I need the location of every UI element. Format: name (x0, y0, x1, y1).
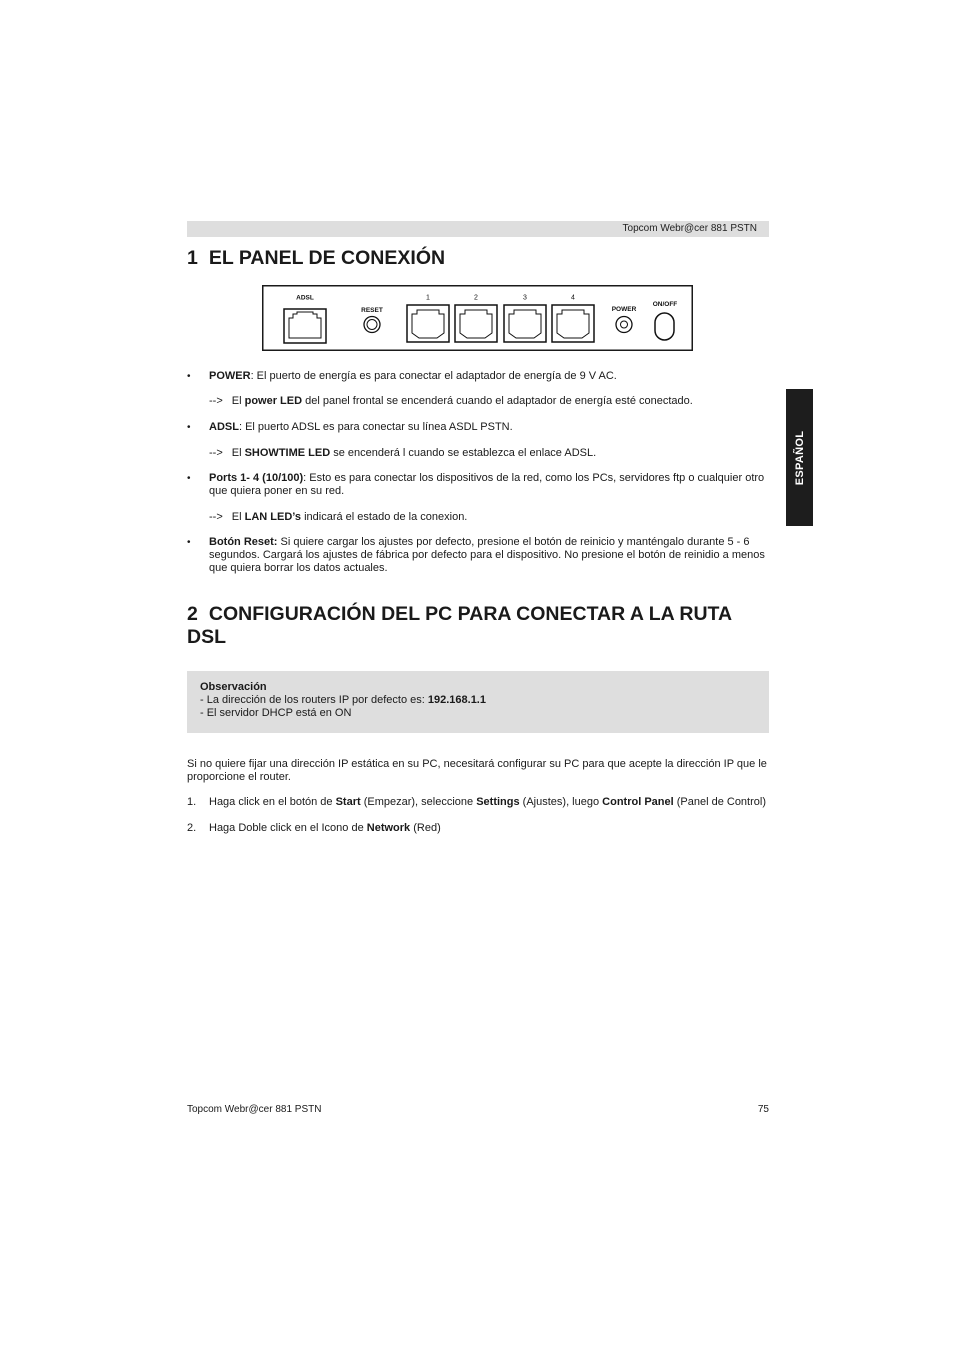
bullet-power-term: POWER (209, 370, 251, 382)
default-ip: 192.168.1.1 (427, 694, 486, 706)
bullet-adsl-term: ADSL (209, 421, 239, 433)
port-label-4: 4 (571, 294, 575, 302)
observation-box (187, 671, 769, 733)
bullet-dot: • (187, 473, 191, 484)
step-1-start: Start (335, 796, 361, 808)
intro-paragraph: Si no quiere fijar una dirección IP estática en su PC, necesitará configurar su PC para que acepte la dirección IP que le proporcione el router. (187, 758, 767, 783)
panel-label-onoff: ON/OFF (652, 301, 678, 308)
section-2-title: CONFIGURACIÓN DEL PC PARA CONECTAR A LA RUTA DSL (187, 603, 732, 648)
step-1-number: 1. (187, 796, 197, 808)
arrow-glyph: --> (209, 395, 223, 407)
bullet-power-text: : El puerto de energía es para conectar el adaptador de energía de 9 V AC. (250, 370, 617, 382)
step-2-part: (Red) (410, 822, 441, 834)
bullet-dot: • (187, 371, 191, 382)
step-1-part: (Panel de Control) (673, 796, 766, 808)
port-label-2: 2 (474, 294, 478, 302)
step-2-part: Haga Doble click en el Icono de (209, 822, 367, 834)
step-1-control-panel: Control Panel (602, 796, 674, 808)
step-1-part: Haga click en el botón de (209, 796, 336, 808)
note-lan-term: LAN LED’s (244, 511, 302, 523)
language-tab (786, 389, 813, 526)
section-1-heading (187, 247, 445, 270)
step-1-part: (Empezar), seleccione (360, 796, 477, 808)
arrow-glyph: --> (209, 447, 223, 459)
section-2-heading (187, 603, 769, 649)
section-2-number: 2 (187, 603, 198, 625)
arrow-glyph: --> (209, 511, 223, 523)
note-lan-pre: El (231, 511, 245, 523)
page-number: 75 (757, 1104, 769, 1115)
step-2-text (209, 822, 769, 835)
bullet-reset-text: Si quiere cargar los ajustes por defecto, presione el botón de reinicio y manténgalo durante 5 - 6 segundos. Cargará los ajustes de fábrica por defecto para el dispositivo. No presione el botón de reinidio a menos que quiera borrar los datos actuales. (209, 536, 765, 574)
note-power-pre: El (231, 395, 245, 407)
header-product: Topcom Webr@cer 881 PSTN (622, 223, 757, 234)
language-tab-label: ESPAÑOL (793, 430, 806, 485)
note-power-led (209, 395, 769, 408)
step-1-text (209, 796, 769, 809)
note-power-text: del panel frontal se encenderá cuando el adaptador de energía esté conectado. (302, 395, 693, 407)
observation-line-2: - El servidor DHCP está en ON (200, 707, 352, 719)
observation-title: Observación (200, 681, 267, 693)
note-showtime-term: SHOWTIME LED (244, 447, 331, 459)
note-power-term: power LED (244, 395, 303, 407)
step-2-network: Network (366, 822, 411, 834)
section-1-title: EL PANEL DE CONEXIÓN (208, 247, 446, 269)
port-label-3: 3 (523, 294, 527, 302)
panel-label-adsl: ADSL (296, 294, 314, 302)
step-1-settings: Settings (476, 796, 520, 808)
header-bar (187, 221, 769, 237)
note-showtime-text: se encenderá l cuando se establezca el enlace ADSL. (330, 447, 597, 459)
section-1-number: 1 (187, 247, 198, 269)
connection-panel-figure (262, 285, 693, 351)
note-showtime-pre: El (231, 447, 245, 459)
port-label-1: 1 (426, 294, 430, 302)
note-lan-led (209, 511, 769, 524)
observation-line-1-text: - La dirección de los routers IP por defecto es: (200, 694, 428, 706)
footer-product: Topcom Webr@cer 881 PSTN (187, 1104, 322, 1115)
panel-label-reset: RESET (361, 307, 383, 314)
bullet-dot: • (187, 422, 191, 433)
bullet-ports-term: Ports 1- 4 (10/100) (209, 472, 304, 484)
bullet-dot: • (187, 537, 191, 548)
bullet-reset-term: Botón Reset: (209, 536, 278, 548)
step-2-number: 2. (187, 822, 197, 834)
observation-line-1 (200, 694, 486, 707)
panel-label-power: POWER (611, 306, 637, 313)
note-showtime-led (209, 447, 769, 460)
note-lan-text: indicará el estado de la conexion. (301, 511, 468, 523)
step-1-part: (Ajustes), luego (519, 796, 603, 808)
bullet-ports-text: : Esto es para conectar los dispositivos de la red, como los PCs, servidores ftp o cualquier otro que quiera poner en su red. (209, 472, 765, 497)
bullet-adsl-text: : El puerto ADSL es para conectar su línea ASDL PSTN. (238, 421, 513, 433)
